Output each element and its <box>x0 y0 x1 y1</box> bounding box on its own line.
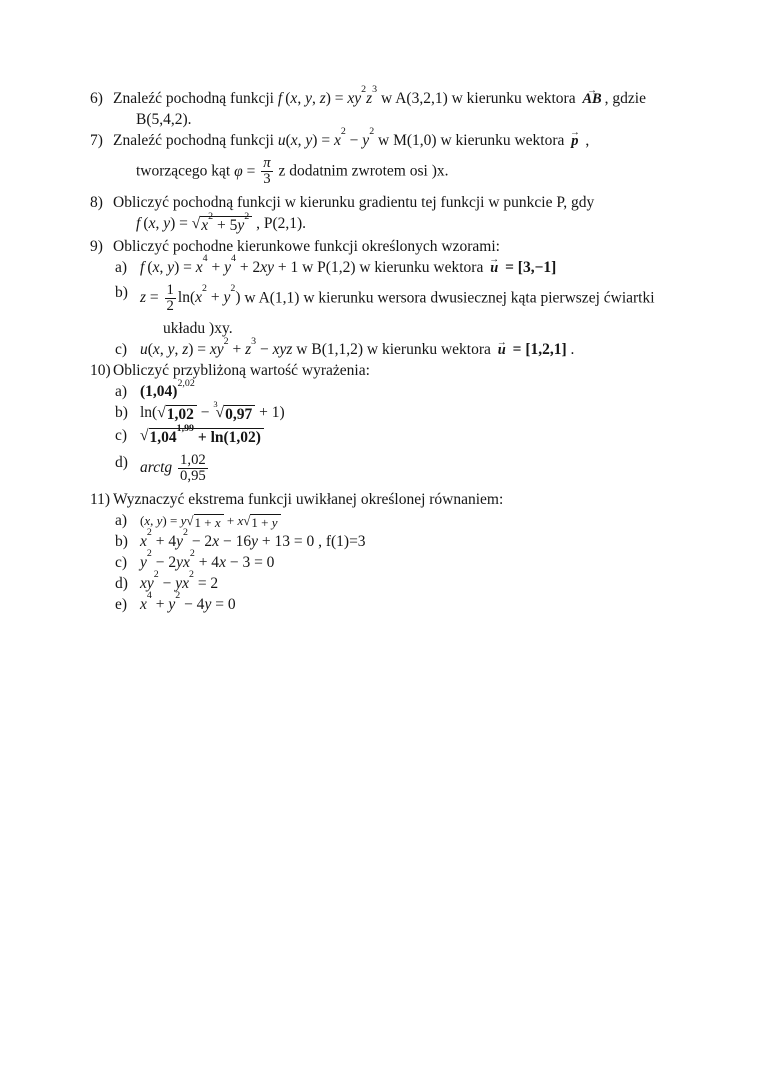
vector-u: → u <box>498 340 506 360</box>
item-number: 6) <box>90 90 103 107</box>
item-number: b) <box>115 283 128 301</box>
list-item <box>90 126 676 151</box>
list-subitem <box>90 453 676 485</box>
item-text: arctg $\frac{1,02}{0,95}$ <box>140 451 206 485</box>
item-text: z = $\frac{1}{2}$ $\ln(x^2 + y^2)$ w A(1,1) w kierunku wersora dwusiecznej kąta pierwszej ćwiartki <box>140 281 655 314</box>
item-number: a) <box>115 258 128 276</box>
item-number: c) <box>115 427 128 444</box>
item-number: e) <box>115 595 128 613</box>
list-subitem <box>90 547 676 573</box>
list-subitem <box>90 589 676 615</box>
list-item <box>90 193 676 213</box>
item-text: układu )xy. <box>163 320 233 338</box>
item-text: Wyznaczyć ekstrema funkcji uwikłanej określonej równaniem: <box>113 490 504 508</box>
vector-u: → u <box>490 258 498 278</box>
item-text: Obliczyć przybliżoną wartość wyrażenia: <box>113 362 370 380</box>
item-text: u(x, y, $z) = xy^2 + z^3$ − xyz w B(1,1,2) w kierunku wektora → u = [1,2,1] . <box>140 340 676 360</box>
item-text: Obliczyć pochodne kierunkowe funkcji określonych wzorami: <box>113 237 500 255</box>
item-text: (x, y) = y √ 1 + x + x √ 1 + y <box>140 511 676 531</box>
list-subitem <box>90 252 676 278</box>
item-text: B(5,4,2). <box>136 111 192 128</box>
item-number: a) <box>115 383 128 401</box>
item-number: b) <box>115 404 128 422</box>
item-number: c) <box>115 341 128 359</box>
list-subitem <box>90 423 676 448</box>
list-subitem <box>90 335 676 360</box>
list-item-continuation <box>90 319 676 339</box>
list-item-continuation <box>90 156 676 188</box>
item-number: 8) <box>90 193 103 211</box>
item-number: a) <box>115 511 128 529</box>
item-text: f (x, $y) = x^4 + y^4 + 2xy + 1$ w P(1,2) w kierunku wektora → u = [3,−1] <box>140 258 676 278</box>
list-item <box>90 237 676 257</box>
list-item <box>90 84 676 109</box>
item-text: $x^4 + y^2 - 4y = 0$ <box>140 589 236 613</box>
item-text: $y^2 - 2yx^2 + 4x - 3 = 0$ <box>140 547 275 571</box>
item-number: d) <box>115 574 128 592</box>
item-text: Obliczyć pochodną funkcji w kierunku gradientu tej funkcji w punkcie P, gdy <box>113 193 595 211</box>
list-item-continuation <box>90 211 676 236</box>
item-text: $xy^2 - yx^2 = 2$ <box>140 568 219 592</box>
item-text: tworzącego kąt φ = $\frac{\pi}{3}$ z dodatnim zwrotem osi )x. <box>136 155 449 188</box>
list-item-continuation <box>90 110 676 130</box>
exercise-list <box>90 84 676 616</box>
list-subitem <box>90 511 676 531</box>
list-subitem <box>90 526 676 552</box>
list-item <box>90 490 676 510</box>
list-subitem <box>90 398 676 425</box>
item-text: f (x, y) = √ $x^2 + 5y^2$ , P(2,1). <box>136 211 307 234</box>
item-text: $(1,04)^{2,02}$ <box>140 377 195 401</box>
list-subitem <box>90 377 676 402</box>
item-text: √ $1,04^{1,99} + \ln(1,02)$ <box>140 426 676 448</box>
item-text: Znaleźć pochodną funkcji u(x, $y) = x^2 - y^2$ w M(1,0) w kierunku wektora → p , <box>113 131 676 151</box>
vector-p: → p <box>571 131 578 151</box>
item-text: $x^2 + 4y^2 - 2x - 16y + 13 = 0$ , f(1)=3 <box>140 526 366 550</box>
item-number: d) <box>115 453 128 471</box>
item-number: 9) <box>90 237 103 255</box>
list-subitem <box>90 283 676 315</box>
item-number: 11) <box>90 490 111 508</box>
item-number: c) <box>115 553 128 571</box>
item-number: 7) <box>90 132 103 149</box>
item-text: Znaleźć pochodną funkcji f (x, y, $z) = xy^2z^3$ w A(3,2,1) w kierunku wektora → AB , gdzie <box>113 89 676 109</box>
vector-AB: → AB <box>582 89 601 109</box>
item-number: 10) <box>90 362 111 380</box>
item-number: b) <box>115 532 128 550</box>
item-text: ln( √ 1,02 − $^3$√ 0,97 + 1) <box>140 398 285 424</box>
